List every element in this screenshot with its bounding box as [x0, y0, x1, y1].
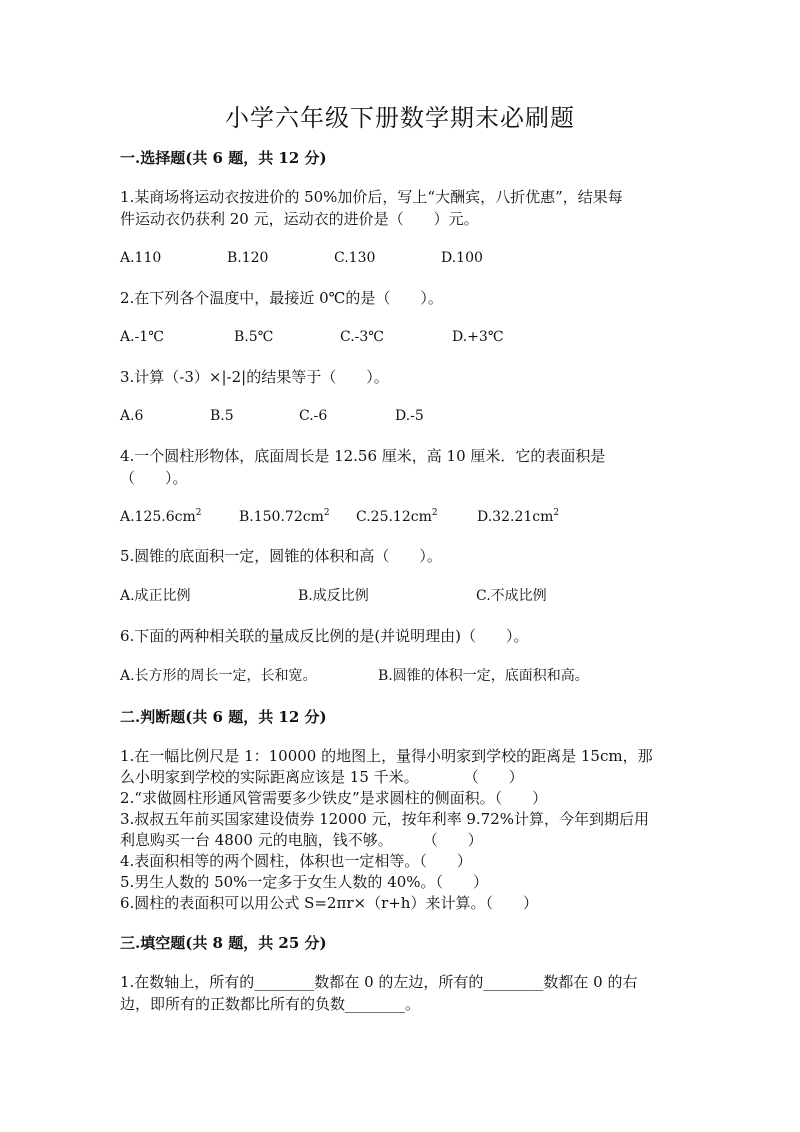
q1-5-option-c: C.不成比例 [476, 588, 547, 604]
q1-4-option-d-text: D.32.21cm [477, 509, 554, 525]
q1-2-option-d: D.+3℃ [452, 329, 504, 345]
q1-4-option-b [239, 507, 330, 527]
q1-1-option-c: C.130 [334, 250, 376, 266]
section-heading-fill: 三.填空题(共 8 题，共 25 分) [120, 934, 327, 952]
q1-2-option-a: A.-1℃ [120, 329, 164, 345]
q1-4-option-b-text: B.150.72cm [239, 509, 324, 525]
q2-line-3: 2.“求做圆柱形通风管需要多少铁皮”是求圆柱的侧面积。（ ） [120, 789, 548, 807]
q1-3-option-c: C.-6 [299, 408, 328, 424]
q1-6-option-a: A.长方形的周长一定，长和宽。 [120, 668, 317, 684]
q1-1-line-2: 件运动衣仍获利 20 元，运动衣的进价是（ ）元。 [120, 210, 479, 228]
q1-3-option-a: A.6 [120, 408, 144, 424]
q1-4-option-c [356, 507, 438, 527]
q1-6-option-b: B.圆锥的体积一定，底面积和高。 [378, 668, 589, 684]
section-heading-judge: 二.判断题(共 6 题，共 12 分) [120, 708, 327, 726]
q2-line-7: 5.男生人数的 50%一定多于女生人数的 40%。（ ） [120, 873, 489, 891]
q1-1-option-d: D.100 [441, 250, 483, 266]
q1-3-option-b: B.5 [210, 408, 234, 424]
q1-1-option-a: A.110 [120, 250, 162, 266]
q1-5-option-a: A.成正比例 [120, 588, 191, 604]
q2-line-4: 3.叔叔五年前买国家建设债券 12000 元，按年利率 9.72%计算，今年到期后用 [120, 810, 649, 828]
q1-2-line-1: 2.在下列各个温度中，最接近 0℃的是（ ）。 [120, 289, 443, 307]
q3-line-1: 1.在数轴上，所有的________数都在 0 的左边，所有的________数都在 0 的右 [120, 973, 638, 991]
q1-5-line-1: 5.圆锥的底面积一定，圆锥的体积和高（ ）。 [120, 547, 442, 565]
q2-line-2: 么小明家到学校的实际距离应该是 15 千米。 （ ） [120, 768, 524, 786]
q1-4-option-c-sup: 2 [431, 508, 438, 518]
q1-2-option-c: C.-3℃ [340, 329, 384, 345]
q1-6-line-1: 6.下面的两种相关联的量成反比例的是(并说明理由)（ ）。 [120, 627, 529, 645]
q3-line-2: 边，即所有的正数都比所有的负数________。 [120, 995, 421, 1013]
q2-line-1: 1.在一幅比例尺是 1：10000 的地图上，量得小明家到学校的距离是 15cm，那 [120, 747, 653, 765]
q1-4-option-a [120, 507, 202, 527]
q1-5-option-b: B.成反比例 [298, 588, 369, 604]
q1-2-option-b: B.5℃ [234, 329, 274, 345]
q1-3-option-d: D.-5 [395, 408, 424, 424]
q1-4-option-d-sup: 2 [553, 508, 560, 518]
q2-line-5: 利息购买一台 4800 元的电脑，钱不够。 （ ） [120, 831, 483, 849]
page-title: 小学六年级下册数学期末必刷题 [225, 104, 575, 132]
q2-line-6: 4.表面积相等的两个圆柱，体积也一定相等。（ ） [120, 852, 472, 870]
q1-4-option-b-sup: 2 [323, 508, 330, 518]
q1-1-line-1: 1.某商场将运动衣按进价的 50%加价后，写上“大酬宾，八折优惠”，结果每 [120, 188, 623, 206]
q1-4-line-1: 4.一个圆柱形物体，底面周长是 12.56 厘米，高 10 厘米．它的表面积是 [120, 447, 606, 465]
q2-line-8: 6.圆柱的表面积可以用公式 S=2πr×（r+h）来计算。（ ） [120, 894, 538, 912]
q1-3-line-1: 3.计算（-3）×|-2|的结果等于（ ）。 [120, 368, 389, 386]
section-heading-choice: 一.选择题(共 6 题，共 12 分) [120, 149, 327, 167]
q1-4-line-2: （ ）。 [120, 469, 188, 487]
q1-1-option-b: B.120 [227, 250, 269, 266]
q1-4-option-c-text: C.25.12cm [356, 509, 432, 525]
q1-4-option-a-text: A.125.6cm [120, 509, 196, 525]
q1-4-option-a-sup: 2 [195, 508, 202, 518]
q1-4-option-d [477, 507, 559, 527]
